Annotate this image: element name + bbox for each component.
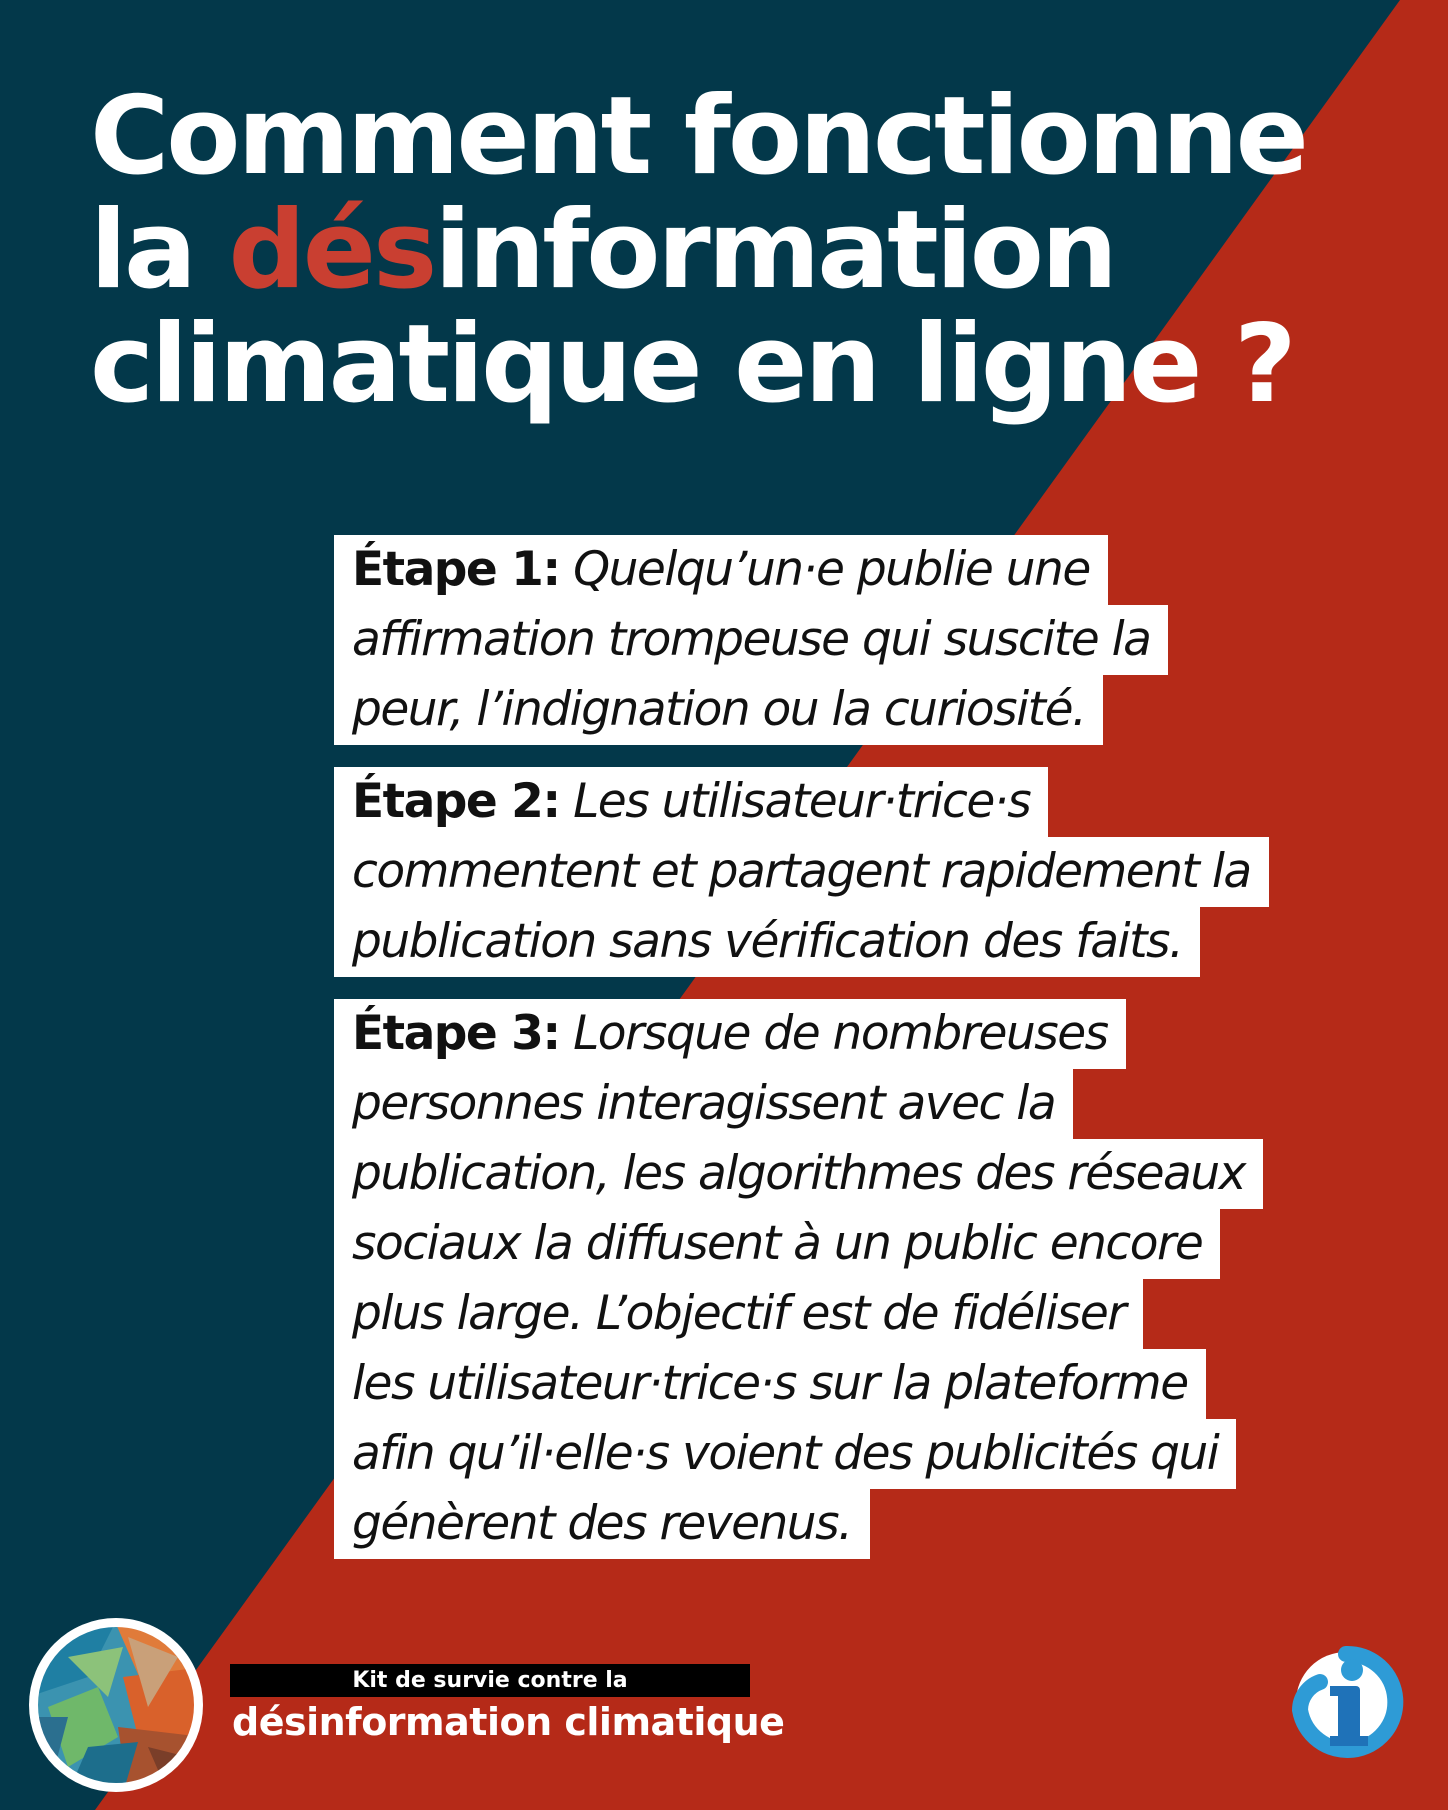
step-1-line-1 (334, 535, 1108, 605)
step-3-line-3: publication, les algorithmes des réseaux (334, 1139, 1263, 1209)
kit-label-banner: Kit de survie contre la (230, 1664, 750, 1697)
kit-title: désinformation climatique (232, 1700, 785, 1744)
step-3-label: Étape 3: (352, 1006, 560, 1061)
title-line-2-suffix: information (434, 188, 1115, 313)
globe-icon (28, 1617, 204, 1793)
step-3-line-8: génèrent des revenus. (334, 1489, 870, 1559)
step-3 (334, 999, 1334, 1559)
step-1 (334, 535, 1334, 745)
title-line-3: climatique en ligne ? (90, 302, 1294, 427)
title-line-2 (90, 188, 1306, 313)
step-3-line-2: personnes interagissent avec la (334, 1069, 1073, 1139)
step-3-line-1 (334, 999, 1126, 1069)
title-line-2-prefix: la (90, 188, 229, 313)
step-2-line-1 (334, 767, 1048, 837)
step-3-text-1: Lorsque de nombreuses (573, 1006, 1108, 1061)
step-1-label: Étape 1: (352, 542, 560, 597)
step-2-line-2: commentent et partagent rapidement la (334, 837, 1269, 907)
step-3-line-5: plus large. L’objectif est de fidéliser (334, 1279, 1143, 1349)
step-3-line-4: sociaux la diffusent à un public encore (334, 1209, 1220, 1279)
page-title (90, 74, 1306, 427)
step-3-line-7: afin qu’il·elle·s voient des publicités qui (334, 1419, 1236, 1489)
step-2-text-1: Les utilisateur·trice·s (573, 774, 1031, 829)
step-3-line-6: les utilisateur·trice·s sur la plateforme (334, 1349, 1206, 1419)
step-1-line-2: affirmation trompeuse qui suscite la (334, 605, 1168, 675)
step-1-line-3: peur, l’indignation ou la curiosité. (334, 675, 1103, 745)
title-line-1: Comment fonctionne (90, 74, 1306, 199)
steps-list (334, 535, 1334, 1581)
title-accent-des: dés (228, 188, 435, 313)
step-2 (334, 767, 1334, 977)
step-2-line-3: publication sans vérification des faits. (334, 907, 1200, 977)
step-1-text-1: Quelqu’un·e publie une (573, 542, 1090, 597)
step-2-label: Étape 2: (352, 774, 560, 829)
info-i-logo-icon (1286, 1640, 1404, 1758)
